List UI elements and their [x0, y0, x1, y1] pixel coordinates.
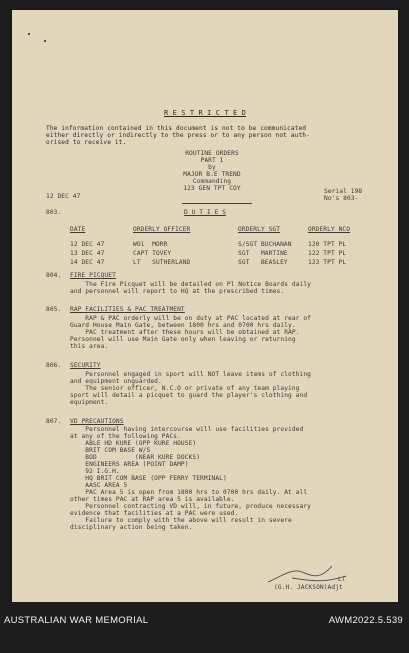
- section-line: ENGINEERS AREA (POINT DAMP): [70, 461, 189, 468]
- ink-mark: [28, 33, 30, 35]
- signatory-rank: LT: [338, 576, 346, 583]
- section-number: 806.: [46, 362, 62, 369]
- duty-nco: 123 TPT PL: [308, 259, 347, 266]
- unit-name: 123 GEN TPT COY: [183, 185, 241, 192]
- duty-date: 13 DEC 47: [70, 250, 105, 257]
- section-title: D U T I E S: [184, 209, 227, 216]
- column-header-sgt: ORDERLY SGT: [238, 226, 281, 233]
- orders-by: by: [208, 164, 216, 171]
- section-number: 805.: [46, 306, 62, 313]
- duty-officer: CAPT TOVEY: [133, 250, 172, 257]
- section-line: BRIT COM BASE W/S: [70, 447, 151, 454]
- section-line: Guard House Main Gate, between 1800 hrs and 0700 hrs daily.: [70, 322, 296, 329]
- archive-reference: AWM2022.5.539: [328, 615, 403, 626]
- signatory-name: (G.H. JACKSON)Adjt: [274, 584, 343, 591]
- document-page: [12, 10, 398, 602]
- section-title: SECURITY: [70, 362, 101, 369]
- duty-officer: WO1 MORR: [133, 241, 168, 248]
- duty-date: 12 DEC 47: [70, 241, 105, 248]
- section-number: 803.: [46, 209, 62, 216]
- section-line: evidence that facilities at a PAC were used.: [70, 510, 239, 517]
- section-line: BOD (NEAR KURE DOCKS): [70, 454, 201, 461]
- section-line: PAC Area 5 is open from 1800 hrs to 0700 hrs daily. At all: [70, 489, 308, 496]
- section-number: 804.: [46, 272, 62, 279]
- order-numbers: No's 803-: [324, 195, 359, 202]
- notice-line: orised to receive it.: [46, 139, 127, 146]
- section-line: The senior officer, N.C.O or private of any team playing: [70, 385, 300, 392]
- section-line: and personnel will report to HQ at the prescribed times.: [70, 288, 285, 295]
- duty-sgt: SGT MARTINE: [238, 250, 288, 257]
- classification-heading: R E S T R I C T E D: [164, 109, 246, 117]
- section-line: PAC treatment after these hours will be obtained at RAP.: [70, 329, 300, 336]
- section-line: AASC AREA 5: [70, 482, 128, 489]
- section-line: at any of the following PACs.: [70, 433, 181, 440]
- section-line: Personnel contracting VD will, in future, produce necessary: [70, 503, 311, 510]
- section-title: FIRE PICQUET: [70, 272, 116, 279]
- column-header-nco: ORDERLY NCO: [308, 226, 351, 233]
- duty-nco: 120 TPT PL: [308, 241, 347, 248]
- serial-number: Serial 198: [324, 188, 363, 195]
- ink-mark: [44, 40, 46, 42]
- section-title: RAP FACILITIES & PAC TREATMENT: [70, 306, 185, 313]
- duty-nco: 122 TPT PL: [308, 250, 347, 257]
- section-line: disciplinary action being taken.: [70, 524, 193, 531]
- duty-sgt: S/SGT BUCHANAN: [238, 241, 292, 248]
- order-date: 12 DEC 47: [46, 193, 81, 200]
- orders-part: PART 1: [200, 157, 224, 164]
- section-line: and equipment unguarded.: [70, 378, 162, 385]
- section-title: VD PRECAUTIONS: [70, 418, 124, 425]
- duty-officer: LT SUTHERLAND: [133, 259, 191, 266]
- section-line: ABLE HD KURE (OPP KURE HOUSE): [70, 440, 197, 447]
- column-header-date: DATE: [70, 226, 86, 233]
- section-line: this area.: [70, 343, 109, 350]
- section-line: 92 I.G.H.: [70, 468, 120, 475]
- section-line: RAP & PAC orderly will be on duty at PAC located at rear of: [70, 315, 311, 322]
- column-header-officer: ORDERLY OFFICER: [133, 226, 191, 233]
- orders-title: ROUTINE ORDERS: [185, 150, 239, 157]
- duty-sgt: SGT BEASLEY: [238, 259, 288, 266]
- archive-name: AUSTRALIAN WAR MEMORIAL: [4, 615, 149, 626]
- section-line: HQ BRIT COM BASE (OPP FERRY TERMINAL): [70, 475, 227, 482]
- section-line: Personnel engaged in sport will NOT leave items of clothing: [70, 371, 311, 378]
- section-line: Failure to comply with the above will result in severe: [70, 517, 292, 524]
- notice-line: The information contained in this document is not to be communicated: [46, 125, 307, 132]
- commanding-label: Commanding: [192, 178, 232, 185]
- section-number: 807.: [46, 418, 62, 425]
- section-line: other times PAC at RAP area 5 is available.: [70, 496, 235, 503]
- section-line: Personnel will use Main Gate only when leaving or returning: [70, 336, 296, 343]
- section-line: Personnel having intercourse will use facilities provided: [70, 426, 304, 433]
- divider: [182, 203, 252, 204]
- commanding-officer: MAJOR B.E TREND: [183, 171, 241, 178]
- section-line: equipment.: [70, 399, 109, 406]
- section-line: sport will detail a picquet to guard the player's clothing and: [70, 392, 308, 399]
- section-line: The Fire Picquet will be detailed on Pl Notice Boards daily: [70, 281, 311, 288]
- notice-line: either directly or indirectly to the press or to any person not auth-: [46, 132, 310, 139]
- archive-footer: [0, 602, 409, 653]
- duty-date: 14 DEC 47: [70, 259, 105, 266]
